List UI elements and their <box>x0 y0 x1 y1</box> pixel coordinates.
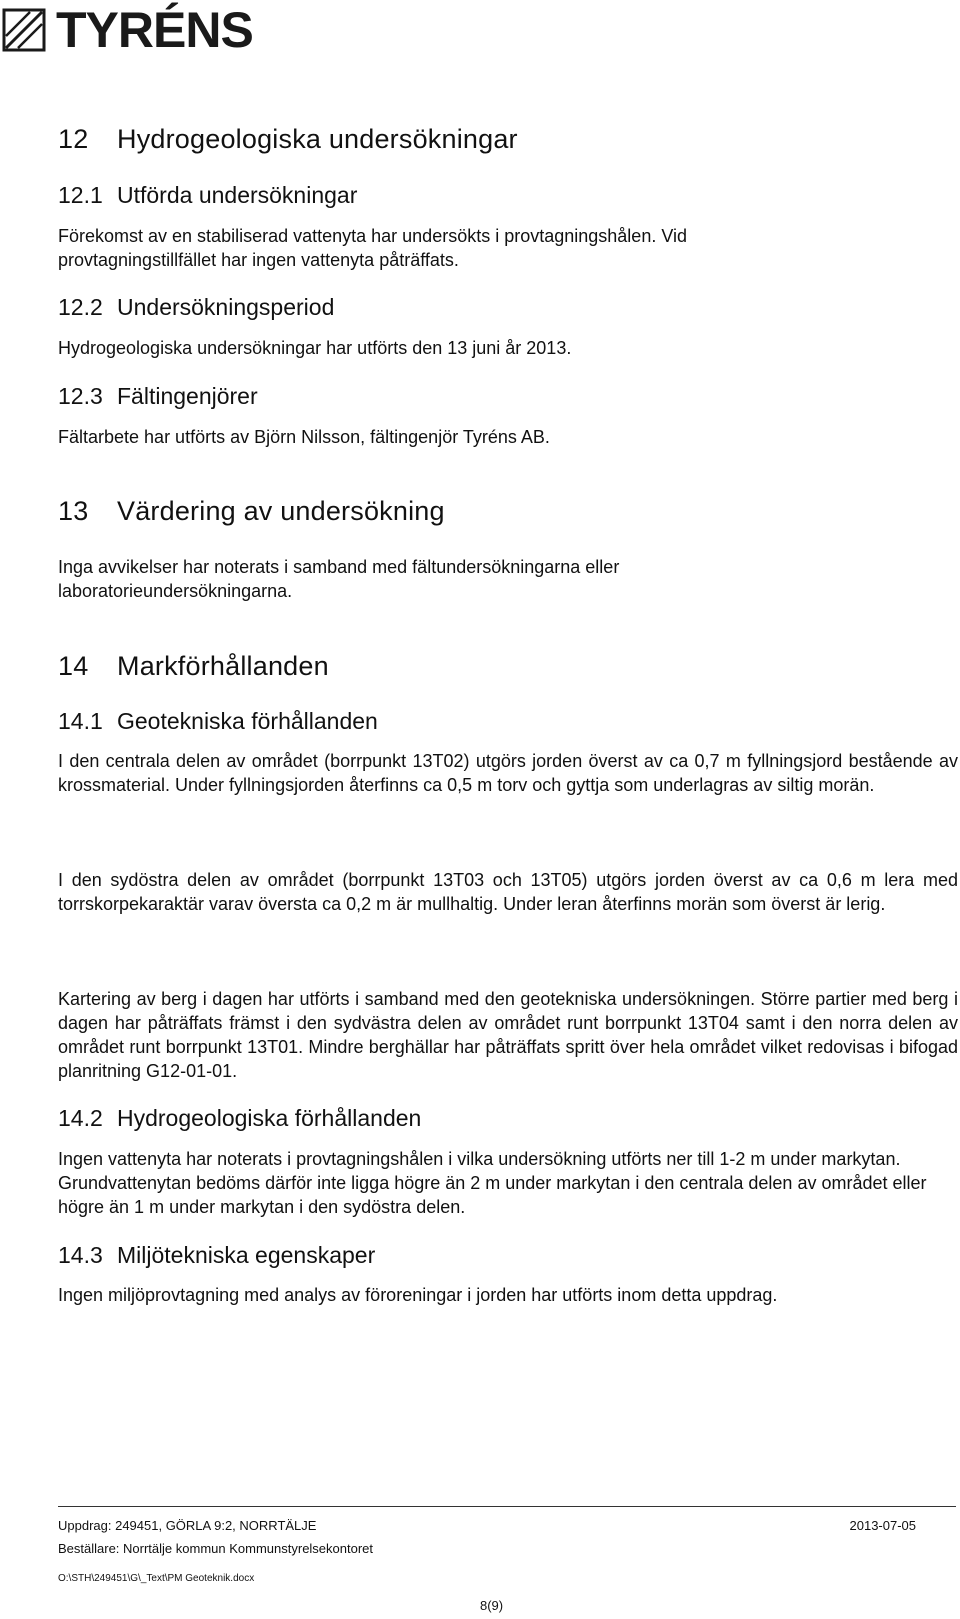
heading-13 <box>58 496 958 527</box>
heading-title: Hydrogeologiska undersökningar <box>117 124 518 154</box>
heading-title: Markförhållanden <box>117 651 329 681</box>
paragraph-14-3: Ingen miljöprovtagning med analys av föroreningar i jorden har utförts inom detta uppdrag. <box>58 1285 778 1305</box>
heading-12-2 <box>58 294 958 321</box>
page-number: 8(9) <box>480 1598 504 1613</box>
heading-number: 14.3 <box>58 1242 103 1268</box>
paragraph-14-1-b: I den sydöstra delen av området (borrpunkt 13T03 och 13T05) utgörs jorden överst av ca 0,6 m lera med torrskorpekaraktär varav översta ca 0,2 m är mullhaltig. Under leran återfinns morän som överst är lerig. <box>58 870 958 914</box>
heading-title: Fältingenjörer <box>117 383 258 409</box>
tyrens-logo <box>2 2 253 58</box>
footer-divider <box>58 1506 956 1507</box>
heading-number: 14.2 <box>58 1105 103 1131</box>
footer-file-path: O:\STH\249451\G\_Text\PM Geoteknik.docx <box>58 1573 255 1584</box>
paragraph-14-2: Ingen vattenyta har noterats i provtagningshålen i vilka undersökning utförts ner till 1-2 m under markytan. Grundvattenytan bedöms därför inte ligga högre än 2 m under markytan i den centrala delen av området eller högre än 1 m under markytan i den sydöstra delen. <box>58 1149 927 1217</box>
heading-title: Värdering av undersökning <box>117 496 445 526</box>
heading-12 <box>58 124 958 155</box>
heading-12-3 <box>58 383 958 410</box>
paragraph-12-1: Förekomst av en stabiliserad vattenyta har undersökts i provtagningshålen. Vid provtagningstillfället har ingen vattenyta påträffats. <box>58 226 688 270</box>
heading-14-1 <box>58 708 958 735</box>
heading-14-2 <box>58 1105 958 1132</box>
heading-number: 12 <box>58 124 89 154</box>
tyrens-logo-mark-icon <box>2 8 46 52</box>
heading-title: Undersökningsperiod <box>117 294 335 320</box>
heading-number: 13 <box>58 496 89 526</box>
heading-title: Hydrogeologiska förhållanden <box>117 1105 422 1131</box>
paragraph-12-2: Hydrogeologiska undersökningar har utförts den 13 juni år 2013. <box>58 338 572 358</box>
paragraph-13: Inga avvikelser har noterats i samband med fältundersökningarna eller laboratorieundersökningarna. <box>58 557 620 601</box>
heading-title: Geotekniska förhållanden <box>117 708 378 734</box>
paragraph-14-1-a: I den centrala delen av området (borrpunkt 13T02) utgörs jorden överst av ca 0,7 m fyllningsjord bestående av krossmaterial. Under fyllningsjorden återfinns ca 0,5 m torv och gyttja som underlagras av siltig morän. <box>58 751 958 795</box>
paragraph-12-3: Fältarbete har utförts av Björn Nilsson, fältingenjör Tyréns AB. <box>58 427 550 447</box>
heading-12-1 <box>58 182 958 209</box>
heading-14-3 <box>58 1242 958 1269</box>
heading-14 <box>58 651 958 682</box>
heading-number: 14 <box>58 651 89 681</box>
heading-title: Utförda undersökningar <box>117 182 358 208</box>
heading-number: 12.1 <box>58 182 103 208</box>
logo-text: TYRÉNS <box>56 2 253 58</box>
footer-date: 2013-07-05 <box>849 1518 916 1533</box>
heading-number: 12.3 <box>58 383 103 409</box>
heading-number: 12.2 <box>58 294 103 320</box>
paragraph-14-1-c: Kartering av berg i dagen har utförts i samband med den geotekniska undersökningen. Större partier med berg i dagen har påträffats främst i den sydvästra delen av området runt borrpunkt 13T04 samt i den norra delen av området runt borrpunkt 13T01. Mindre berghällar har påträffats spritt över hela området vilket redovisas i bifogad planritning G12-01-01. <box>58 989 958 1081</box>
heading-number: 14.1 <box>58 708 103 734</box>
footer-assignment: Uppdrag: 249451, GÖRLA 9:2, NORRTÄLJE <box>58 1518 317 1533</box>
footer-client: Beställare: Norrtälje kommun Kommunstyrelsekontoret <box>58 1541 374 1556</box>
heading-title: Miljötekniska egenskaper <box>117 1242 376 1268</box>
